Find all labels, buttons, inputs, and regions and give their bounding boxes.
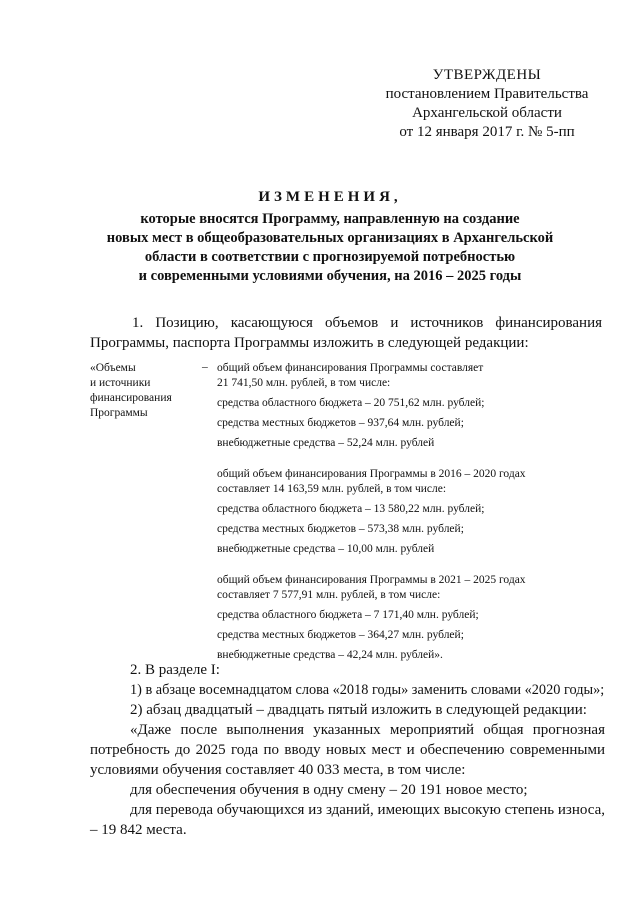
title-line: которые вносятся Программу, направленную на создание — [140, 211, 520, 227]
title-line: новых мест в общеобразовательных организациях в Архангельской — [106, 230, 554, 246]
item-2-subitem: 2) абзац двадцатый – двадцать пятый изложить в следующей редакции: — [130, 702, 587, 718]
passport-label-line: Программы — [90, 407, 148, 419]
financing-item: средства областного бюджета – 20 751,62 млн. рублей; — [217, 397, 485, 409]
financing-block-total — [217, 361, 607, 451]
title-line: области в соответствии с прогнозируемой потребностью — [144, 249, 516, 265]
financing-line: составляет 7 577,91 млн. рублей, в том числе: — [217, 589, 441, 601]
financing-item: средства областного бюджета – 7 171,40 млн. рублей; — [217, 609, 479, 621]
title-heading: ИЗМЕНЕНИЯ, — [258, 189, 402, 205]
financing-block-2016-2020 — [217, 467, 607, 557]
approval-heading: УТВЕРЖДЕНЫ — [432, 67, 542, 83]
item-2-section — [90, 660, 605, 840]
financing-line: 21 741,50 млн. рублей, в том числе: — [217, 377, 391, 389]
approval-line: постановлением Правительства — [385, 86, 589, 102]
item-2-line: для обеспечения обучения в одну смену – 20 191 новое место; — [130, 782, 528, 798]
financing-item: внебюджетные средства – 42,24 млн. рублей». — [217, 649, 443, 661]
financing-line: общий объем финансирования Программы в 2016 – 2020 годах — [217, 468, 526, 480]
financing-line: общий объем финансирования Программы в 2021 – 2025 годах — [217, 574, 526, 586]
financing-line: общий объем финансирования Программы составляет — [217, 362, 484, 374]
passport-label-line: и источники — [90, 377, 151, 389]
document-title — [60, 188, 600, 286]
financing-item: средства местных бюджетов – 573,38 млн. рублей; — [217, 523, 464, 535]
financing-item: средства местных бюджетов – 937,64 млн. рублей; — [217, 417, 464, 429]
approval-block — [372, 66, 602, 142]
passport-dash: – — [202, 361, 208, 373]
financing-item: средства областного бюджета – 13 580,22 млн. рублей; — [217, 503, 485, 515]
passport-values — [217, 361, 607, 663]
item-2-subitem: 1) в абзаце восемнадцатом слова «2018 годы» заменить словами «2020 годы»; — [130, 682, 605, 698]
financing-item: средства местных бюджетов – 364,27 млн. рублей; — [217, 629, 464, 641]
approval-line: Архангельской области — [412, 105, 562, 121]
item-2-heading: 2. В разделе I: — [130, 662, 220, 678]
passport-label-line: финансирования — [90, 392, 172, 404]
item-2-line: для перевода обучающихся из зданий, имеющих высокую степень износа, – 19 842 места. — [90, 802, 605, 838]
financing-item: внебюджетные средства – 52,24 млн. рублей — [217, 437, 435, 449]
financing-item: внебюджетные средства – 10,00 млн. рублей — [217, 543, 435, 555]
title-line: и современными условиями обучения, на 2016 – 2025 годы — [138, 268, 522, 284]
financing-line: составляет 14 163,59 млн. рублей, в том числе: — [217, 483, 447, 495]
financing-block-2021-2025 — [217, 573, 607, 663]
approval-date: от 12 января 2017 г. № 5-пп — [399, 124, 575, 140]
passport-label-line: «Объемы — [90, 362, 136, 374]
passport-label — [90, 361, 200, 421]
item-1-paragraph: 1. Позицию, касающуюся объемов и источников финансирования Программы, паспорта Программы изложить в следующей редакции: — [90, 315, 602, 351]
item-2-quote: «Даже после выполнения указанных мероприятий общая прогнозная потребность до 2025 года по вводу новых мест и обеспечению современными условиями обучения составляет 40 033 места, в том числе: — [90, 722, 605, 778]
